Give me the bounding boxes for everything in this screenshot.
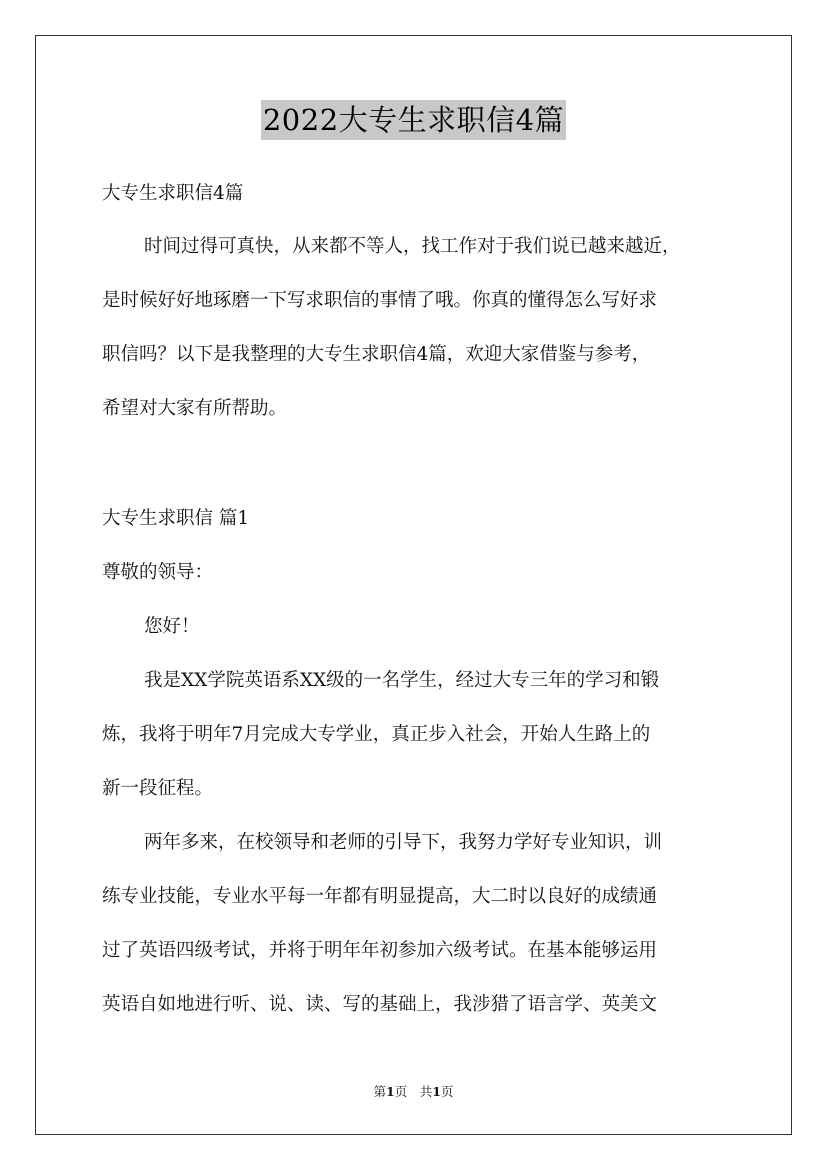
footer-total-suffix: 页 [440,1084,454,1099]
paragraph-line: 炼，我将于明年7月完成大专学业，真正步入社会，开始人生路上的 [102,724,651,745]
paragraph-line: 英语自如地进行听、说、读、写的基础上，我涉猎了语言学、英美文 [102,994,658,1015]
paragraph-line: 过了英语四级考试，并将于明年年初参加六级考试。在基本能够运用 [102,940,658,961]
paragraph-line: 我是XX学院英语系XX级的一名学生，经过大专三年的学习和锻 [144,670,660,691]
page-number: 1 [386,1084,395,1099]
intro-line: 职信吗？以下是我整理的大专生求职信4篇，欢迎大家借鉴与参考， [102,344,651,365]
greeting: 您好！ [144,616,200,637]
title-container [0,100,827,140]
paragraph-line: 两年多来，在校领导和老师的引导下，我努力学好专业知识，训 [144,832,663,853]
document-title: 2022大专生求职信4篇 [261,100,566,140]
intro-line: 时间过得可真快，从来都不等人，找工作对于我们说已越来越近， [144,236,681,257]
section-heading: 大专生求职信 篇1 [102,508,250,529]
paragraph-line: 新一段征程。 [102,778,214,799]
footer-page-suffix: 页 共 [394,1084,433,1099]
salutation: 尊敬的领导： [102,562,214,583]
total-pages: 1 [432,1084,441,1099]
paragraph-line: 练专业技能，专业水平每一年都有明显提高，大二时以良好的成绩通 [102,886,658,907]
footer-prefix: 第 [373,1084,387,1099]
document-heading: 大专生求职信4篇 [102,183,244,204]
intro-line: 是时候好好地琢磨一下写求职信的事情了哦。你真的懂得怎么写好求 [102,290,658,311]
intro-line: 希望对大家有所帮助。 [102,398,288,419]
page-footer [0,1083,827,1101]
